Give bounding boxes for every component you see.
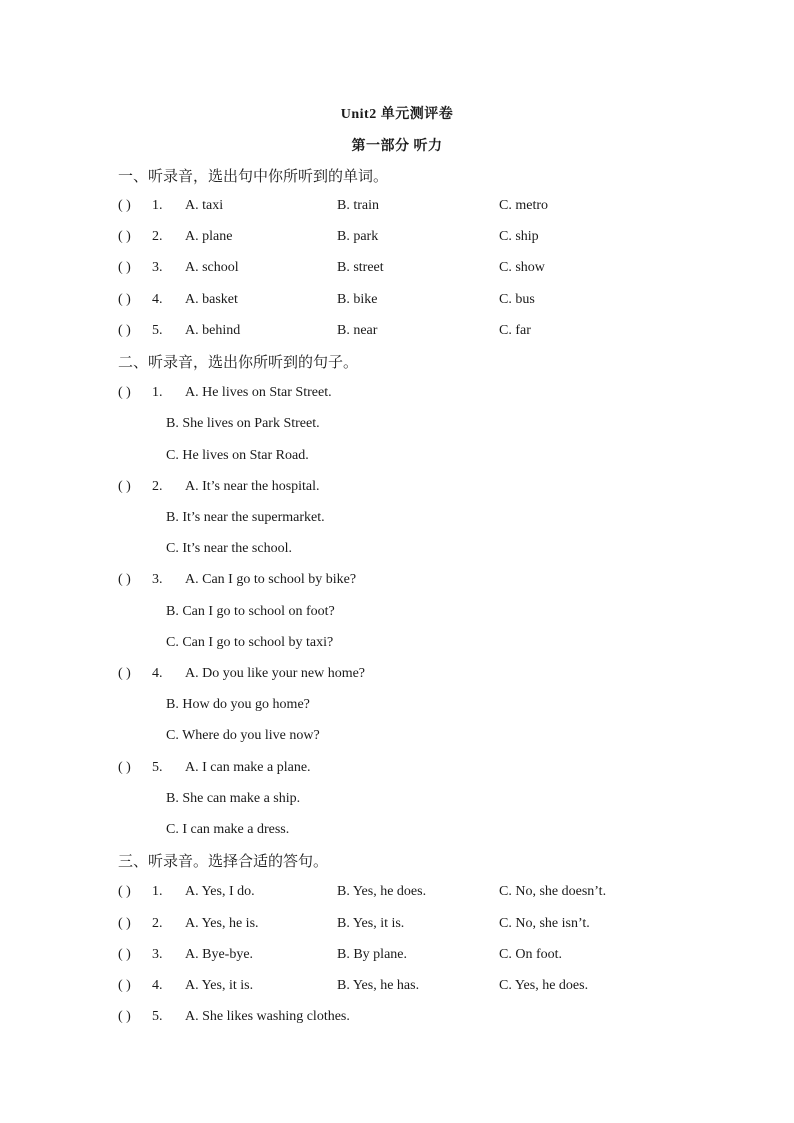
s2-q2-option-b: B. It’s near the supermarket. xyxy=(166,510,325,525)
option-c: C. far xyxy=(499,323,531,338)
s2-q3-option-c: C. Can I go to school by taxi? xyxy=(166,635,334,650)
option-c: C. Yes, he does. xyxy=(499,978,589,993)
s2-q5-option-c: C. I can make a dress. xyxy=(166,822,290,837)
option-b: B. Yes, he does. xyxy=(337,884,427,899)
answer-blank[interactable]: ( ) xyxy=(118,947,131,962)
s2-q1-option-b: B. She lives on Park Street. xyxy=(166,416,320,431)
option-a: A. I can make a plane. xyxy=(185,760,311,775)
option-b: B. train xyxy=(337,198,379,213)
option-b: B. By plane. xyxy=(337,947,407,962)
question-number: 3. xyxy=(152,572,163,587)
s2-q3-option-b: B. Can I go to school on foot? xyxy=(166,604,335,619)
question-number: 3. xyxy=(152,947,163,962)
option-a: A. She likes washing clothes. xyxy=(185,1009,350,1024)
option-a: A. Bye-bye. xyxy=(185,947,254,962)
option-a: A. basket xyxy=(185,292,238,307)
s2-q4-option-b: B. How do you go home? xyxy=(166,697,310,712)
s3-question-5 xyxy=(118,1007,678,1027)
option-c: C. metro xyxy=(499,198,548,213)
page-subtitle: 第一部分 听力 xyxy=(351,139,443,154)
question-number: 1. xyxy=(152,198,163,213)
question-number: 3. xyxy=(152,260,163,275)
answer-blank[interactable]: ( ) xyxy=(118,978,131,993)
option-a: A. It’s near the hospital. xyxy=(185,479,320,494)
answer-blank[interactable]: ( ) xyxy=(118,572,131,587)
question-number: 4. xyxy=(152,666,163,681)
s3-question-2 xyxy=(118,914,678,934)
s2-question-4 xyxy=(118,664,678,684)
question-number: 2. xyxy=(152,916,163,931)
s1-question-4 xyxy=(118,290,678,310)
question-number: 2. xyxy=(152,479,163,494)
option-c: C. No, she doesn’t. xyxy=(499,884,607,899)
answer-blank[interactable]: ( ) xyxy=(118,198,131,213)
option-a: A. school xyxy=(185,260,239,275)
option-c: C. show xyxy=(499,260,545,275)
s2-q2-option-c: C. It’s near the school. xyxy=(166,541,292,556)
option-b: B. bike xyxy=(337,292,378,307)
option-b: B. street xyxy=(337,260,384,275)
answer-blank[interactable]: ( ) xyxy=(118,760,131,775)
answer-blank[interactable]: ( ) xyxy=(118,323,131,338)
option-a: A. Yes, it is. xyxy=(185,978,254,993)
s2-question-3 xyxy=(118,570,678,590)
option-a: A. taxi xyxy=(185,198,224,213)
s3-question-4 xyxy=(118,976,678,996)
s2-question-5 xyxy=(118,758,678,778)
answer-blank[interactable]: ( ) xyxy=(118,229,131,244)
question-number: 1. xyxy=(152,385,163,400)
s1-question-5 xyxy=(118,321,678,341)
answer-blank[interactable]: ( ) xyxy=(118,1009,131,1024)
page-title: Unit2 单元测评卷 xyxy=(340,107,454,122)
option-a: A. behind xyxy=(185,323,241,338)
answer-blank[interactable]: ( ) xyxy=(118,260,131,275)
question-number: 2. xyxy=(152,229,163,244)
option-a: A. Yes, I do. xyxy=(185,884,255,899)
question-number: 5. xyxy=(152,1009,163,1024)
answer-blank[interactable]: ( ) xyxy=(118,884,131,899)
s2-question-2 xyxy=(118,477,678,497)
answer-blank[interactable]: ( ) xyxy=(118,385,131,400)
s2-question-1 xyxy=(118,383,678,403)
s1-question-1 xyxy=(118,196,678,216)
option-a: A. Do you like your new home? xyxy=(185,666,366,681)
question-number: 5. xyxy=(152,760,163,775)
option-a: A. He lives on Star Street. xyxy=(185,385,332,400)
question-number: 1. xyxy=(152,884,163,899)
section-3-heading: 三、听录音。选择合适的答句。 xyxy=(118,854,329,870)
option-a: A. Can I go to school by bike? xyxy=(185,572,357,587)
option-a: A. plane xyxy=(185,229,233,244)
s2-q4-option-c: C. Where do you live now? xyxy=(166,728,320,743)
option-c: C. ship xyxy=(499,229,539,244)
s3-question-3 xyxy=(118,945,678,965)
question-number: 4. xyxy=(152,978,163,993)
option-a: A. Yes, he is. xyxy=(185,916,259,931)
answer-blank[interactable]: ( ) xyxy=(118,479,131,494)
s1-question-2 xyxy=(118,227,678,247)
s2-q1-option-c: C. He lives on Star Road. xyxy=(166,448,309,463)
option-c: C. No, she isn’t. xyxy=(499,916,590,931)
question-number: 4. xyxy=(152,292,163,307)
option-b: B. park xyxy=(337,229,379,244)
s2-q5-option-b: B. She can make a ship. xyxy=(166,791,301,806)
section-1-heading: 一、听录音，选出句中你所听到的单词。 xyxy=(118,169,389,185)
section-2-heading: 二、听录音，选出你所听到的句子。 xyxy=(118,355,359,371)
answer-blank[interactable]: ( ) xyxy=(118,292,131,307)
option-c: C. On foot. xyxy=(499,947,562,962)
s3-question-1 xyxy=(118,882,678,902)
option-b: B. Yes, it is. xyxy=(337,916,405,931)
option-b: B. Yes, he has. xyxy=(337,978,420,993)
question-number: 5. xyxy=(152,323,163,338)
answer-blank[interactable]: ( ) xyxy=(118,916,131,931)
answer-blank[interactable]: ( ) xyxy=(118,666,131,681)
option-c: C. bus xyxy=(499,292,535,307)
s1-question-3 xyxy=(118,258,678,278)
option-b: B. near xyxy=(337,323,378,338)
